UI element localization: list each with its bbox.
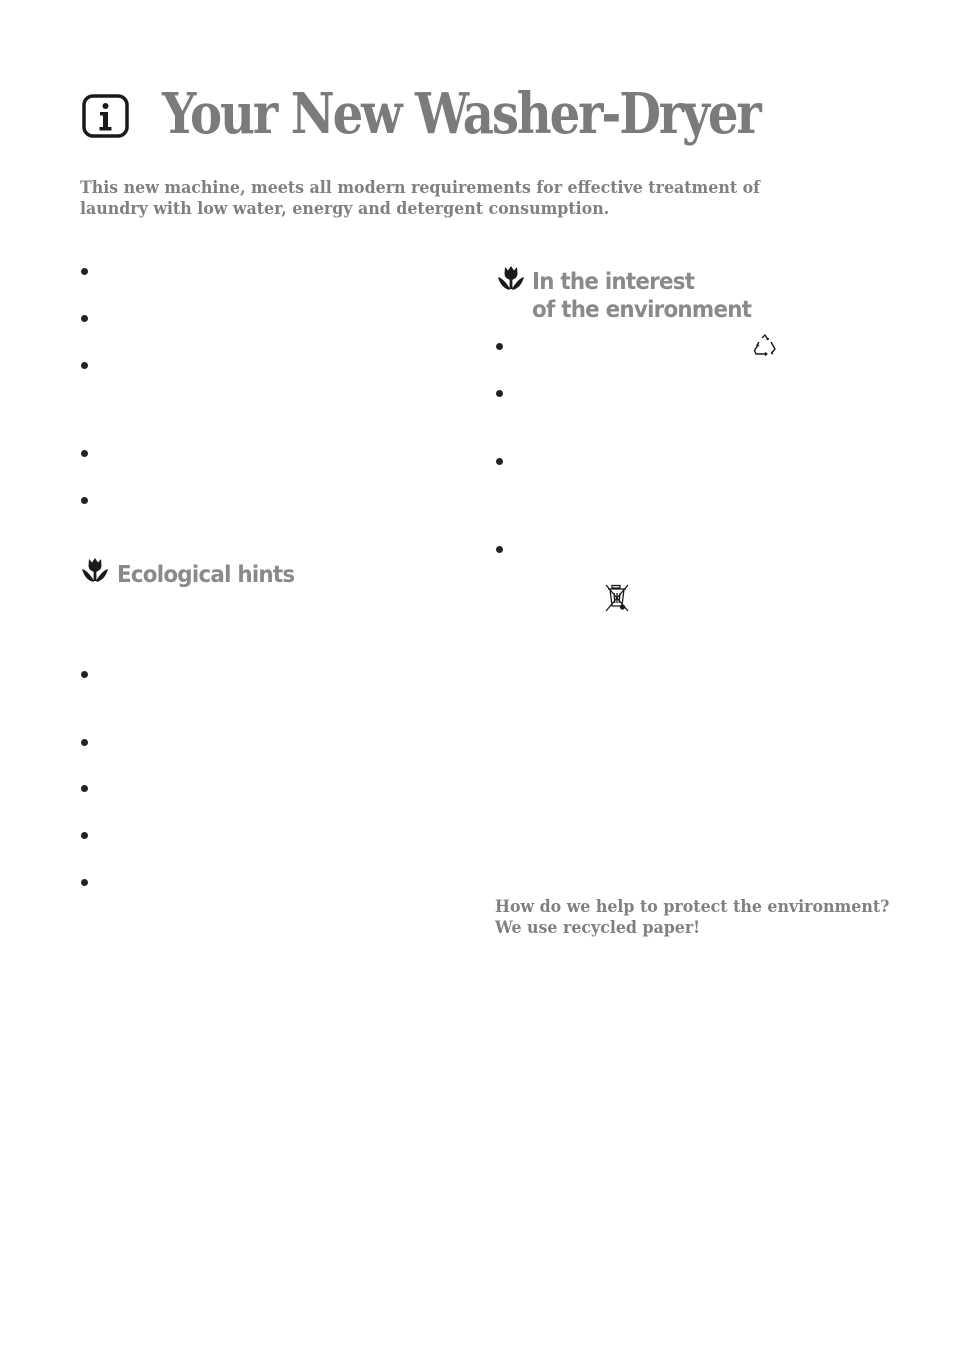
list-bullet [81,832,88,839]
list-bullet [81,879,88,886]
environment-heading-line2: of the environment [532,297,752,323]
recycled-paper-line1: How do we help to protect the environment? [495,897,890,917]
list-bullet [496,343,503,350]
recycled-paper-line2: We use recycled paper! [495,918,701,938]
list-bullet [81,785,88,792]
tulip-icon [81,556,109,584]
list-bullet [81,671,88,678]
list-bullet [81,362,88,369]
intro-text: This new machine, meets all modern requirements for effective treatment of laundry with low water, energy and detergent consumption. [80,178,760,219]
recycled-paper-note [495,897,889,939]
list-bullet [81,739,88,746]
list-bullet [81,268,88,275]
environment-heading-line1: In the interest [532,269,695,295]
info-icon [82,94,129,138]
ecological-hints-heading: Ecological hints [117,562,295,588]
recycle-icon [752,333,778,359]
list-bullet [81,450,88,457]
list-bullet [81,315,88,322]
crossed-out-bin-icon [603,583,631,613]
list-bullet [81,497,88,504]
list-bullet [496,546,503,553]
page-title: Your New Washer-Dryer [162,81,760,147]
tulip-icon [497,264,525,292]
list-bullet [496,458,503,465]
list-bullet [496,390,503,397]
